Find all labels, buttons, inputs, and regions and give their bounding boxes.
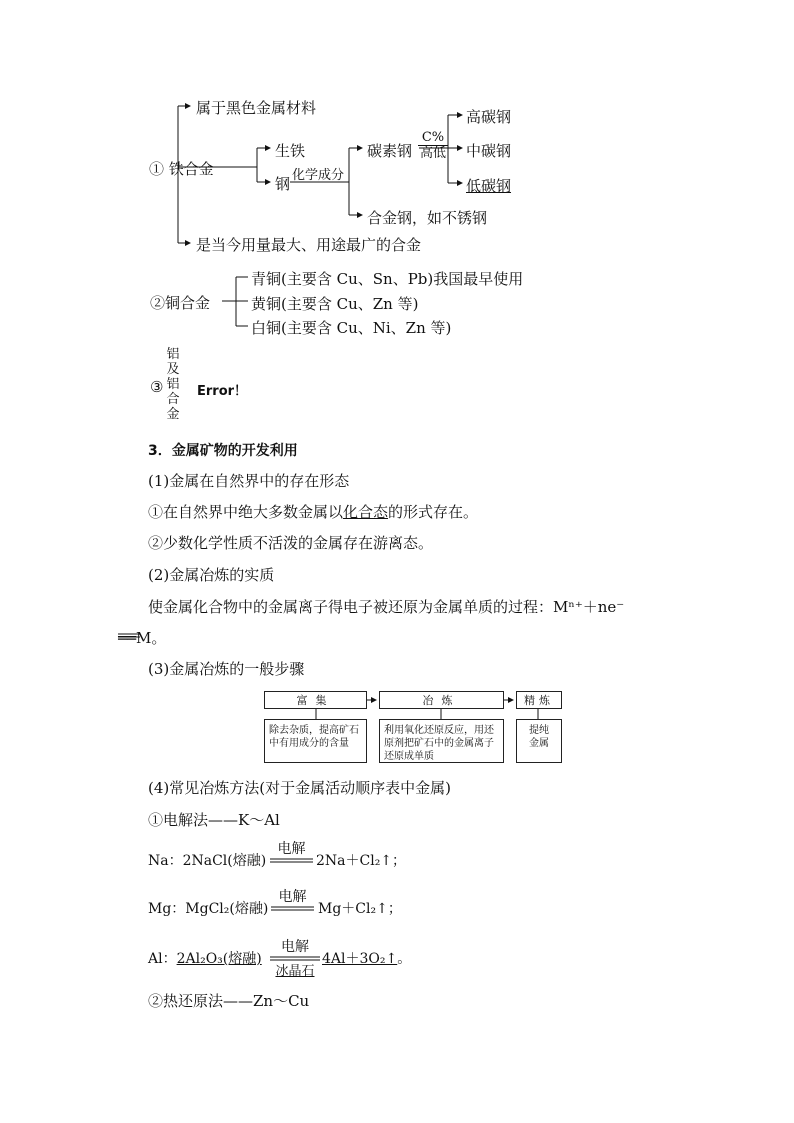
flow-head-refine: 精炼	[516, 691, 562, 709]
al-vertical-char: 金	[166, 407, 180, 422]
eq-mg-right: Mg＋Cl₂↑；	[318, 901, 402, 917]
para: (1)金属在自然界中的存在形态	[148, 472, 350, 490]
eq-al: Al：2Al₂O₃(熔融)	[148, 951, 262, 967]
para-2: ①在自然界中绝大多数金属以化合态的形式存在。	[148, 503, 479, 521]
eq-mg-left: Mg：MgCl₂(熔融)	[148, 901, 269, 917]
al-vertical-char: 及	[166, 362, 180, 377]
para: ②少数化学性质不活泼的金属存在游离态。	[148, 534, 434, 552]
para: (2)金属冶炼的实质	[148, 566, 275, 584]
branch-bottom: 是当今用量最大、用途最广的合金	[196, 236, 422, 254]
eq-na-cond: 电解	[277, 841, 306, 857]
mid-carbon: 中碳钢	[466, 142, 512, 160]
error-text: Error！	[197, 384, 248, 399]
para: ①电解法——K～Al	[148, 811, 280, 829]
al-vertical-char: 铝	[166, 347, 180, 362]
high-carbon: 高碳钢	[466, 108, 512, 126]
branch-top: 属于黑色金属材料	[196, 99, 317, 117]
para: 使金属化合物中的金属离子得电子被还原为金属单质的过程：Mⁿ⁺＋ne⁻	[148, 598, 625, 616]
al-vertical-char: 铝	[166, 377, 180, 392]
low-carbon: 低碳钢	[466, 177, 512, 195]
copper-item: 白铜(主要含 Cu、Ni、Zn 等)	[251, 319, 452, 337]
copper-item: 黄铜(主要含 Cu、Zn 等)	[251, 295, 419, 313]
para: (4)常见冶炼方法(对于金属活动顺序表中金属)	[148, 779, 451, 797]
copper-item: 青铜(主要含 Cu、Sn、Pb)我国最早使用	[251, 270, 524, 288]
eq-al-cond2: 冰晶石	[275, 964, 315, 979]
eq-na-left: Na：2NaCl(熔融)	[148, 853, 267, 869]
flow-head-enrich: 富集	[264, 691, 367, 709]
eq-al-right: 4Al＋3O₂↑。	[322, 951, 412, 967]
flow-body-refine: 提纯金属	[516, 719, 562, 763]
section-title: 3．金属矿物的开发利用	[148, 443, 298, 459]
eq-mg-cond: 电解	[278, 889, 307, 905]
frac-bottom: 高低	[419, 146, 446, 161]
copper-root: ②铜合金	[150, 294, 211, 312]
carbon-steel: 碳素钢	[367, 142, 413, 160]
flow-body-smelt: 利用氧化还原反应，用还原剂把矿石中的金属离子还原成单质	[379, 719, 504, 763]
arrow-label: 化学成分	[292, 168, 345, 183]
eq-al-cond: 电解	[281, 939, 309, 955]
steel: 钢	[275, 175, 291, 193]
pig-iron: 生铁	[275, 142, 306, 160]
eq-na-right: 2Na＋Cl₂↑；	[316, 853, 407, 869]
para-cont: ══M。	[118, 629, 167, 647]
iron-alloy-root: ① 铁合金	[149, 160, 214, 178]
flow-body-enrich: 除去杂质，提高矿石中有用成分的含量	[264, 719, 367, 763]
frac-top: C%	[418, 131, 448, 146]
al-num: ③	[150, 378, 164, 396]
flow-head-smelt: 冶炼	[379, 691, 504, 709]
para: ②热还原法——Zn～Cu	[148, 992, 310, 1010]
al-vertical-char: 合	[166, 392, 180, 407]
para: (3)金属冶炼的一般步骤	[148, 660, 305, 678]
alloy-steel: 合金钢，如不锈钢	[367, 209, 488, 227]
